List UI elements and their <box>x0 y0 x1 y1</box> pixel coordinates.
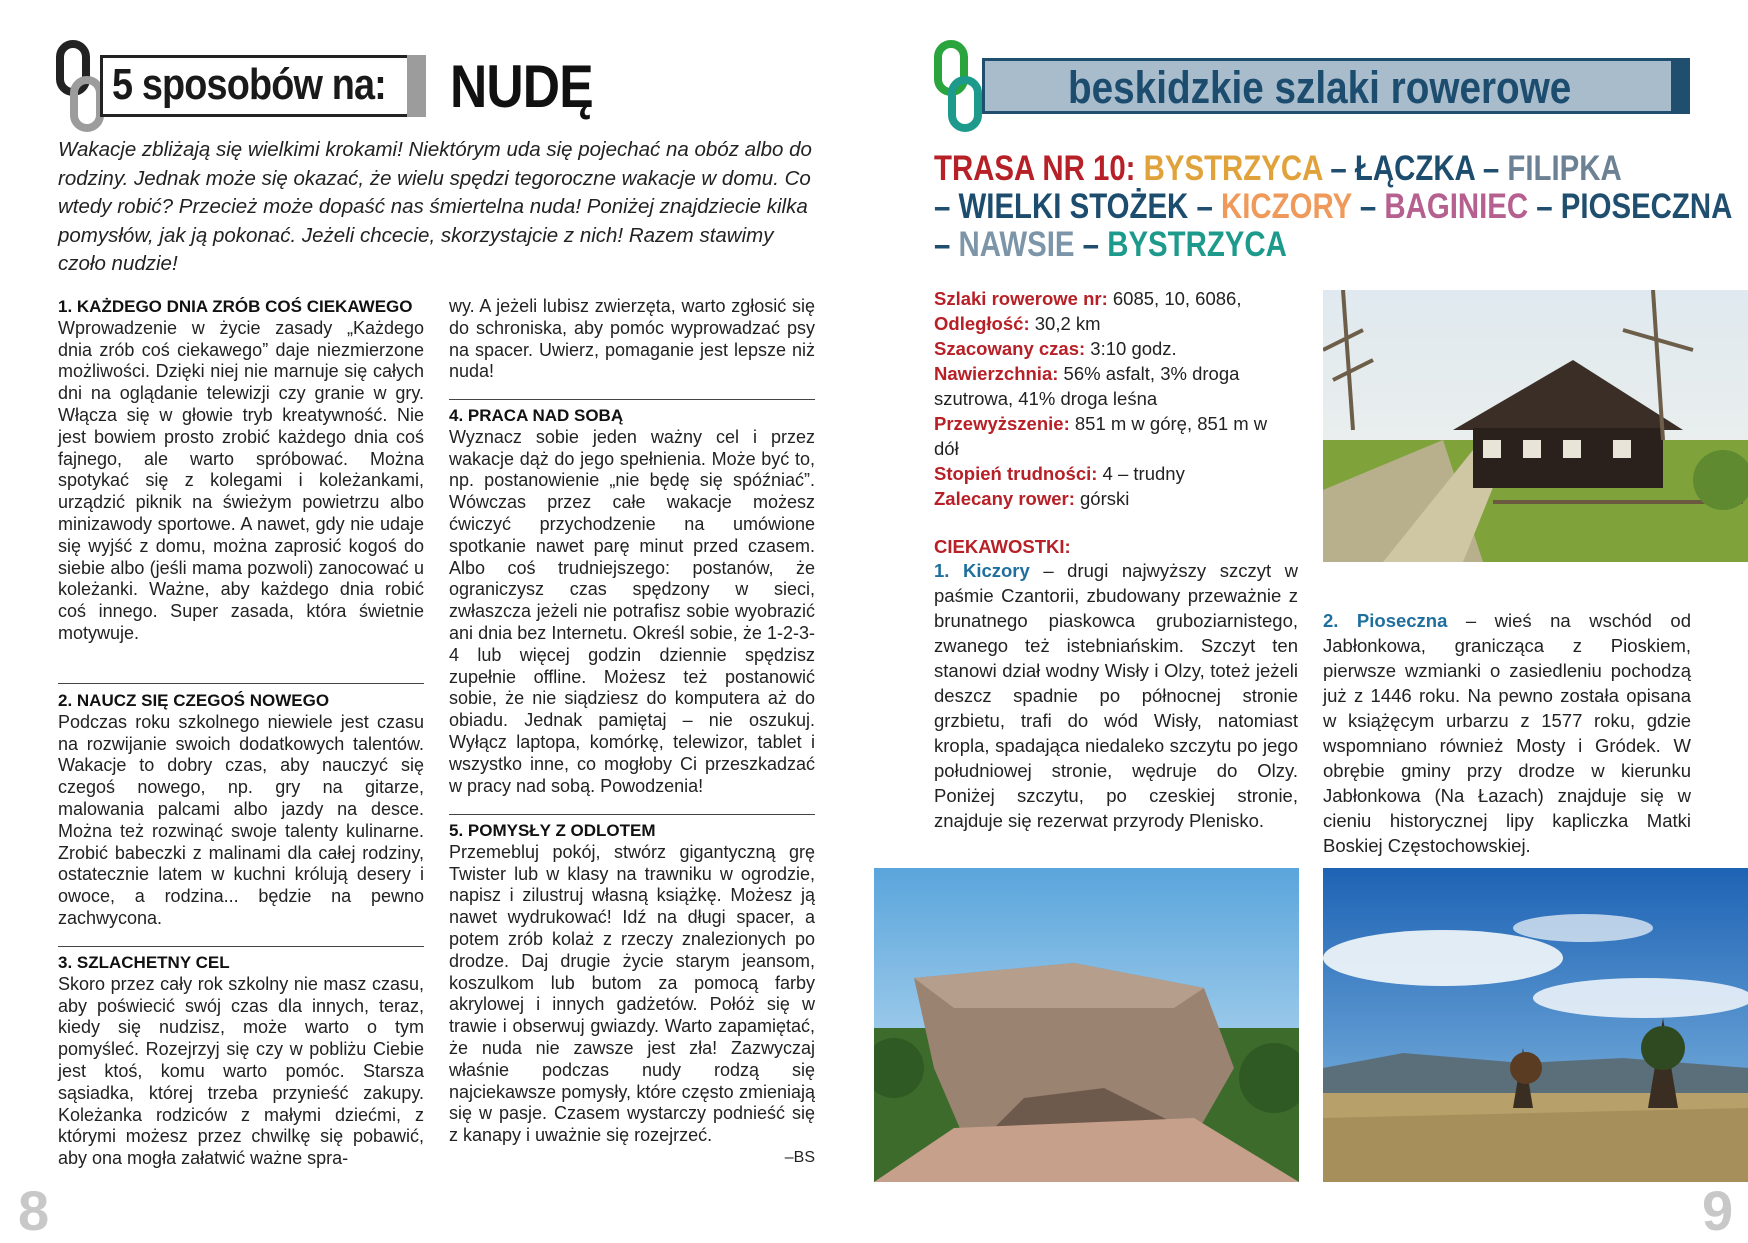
left-header-label: 5 sposobów na: <box>112 60 386 109</box>
route-segment: – <box>1074 225 1108 264</box>
route-segment: – <box>1474 149 1508 188</box>
section-title-2: 2. NAUCZ SIĘ CZEGOŚ NOWEGO <box>58 691 330 710</box>
info-row <box>934 461 1294 486</box>
divider <box>449 814 815 815</box>
divider <box>58 946 424 947</box>
curiosity-1-name: 1. Kiczory <box>934 560 1030 581</box>
section-body-2: Podczas roku szkolnego niewiele jest czasu na rozwijanie swoich dodatkowych talentów. Wakacje to dobry czas, aby nauczyć się czegoś nowego, np. gry na gitarze, malowania palcami albo jazdy na desce. Można też rozwinąć swoje talenty kulinarne. Zrobić babeczki z malinami dla całej rodziny, ostatecznie latem w kuchni królują desery i owoce, a rodzina... będzie na pewno zachwycona. <box>58 711 424 928</box>
divider <box>449 399 815 400</box>
route-segment: – <box>1351 187 1385 226</box>
signature: –BS <box>784 1148 815 1166</box>
chain-logo-icon-right <box>934 40 982 137</box>
right-header-stripe <box>1674 58 1690 114</box>
left-header-bar <box>407 55 426 117</box>
info-label: Przewyższenie: <box>934 413 1070 434</box>
info-value: 6085, 10, 6086, <box>1107 288 1242 309</box>
info-label: Szacowany czas: <box>934 338 1086 359</box>
curiosity-2 <box>1323 608 1691 858</box>
info-value: 3:10 godz. <box>1085 338 1177 359</box>
chain-logo-icon-left <box>56 40 104 137</box>
info-label: Odległość: <box>934 313 1030 334</box>
divider <box>58 683 424 684</box>
info-value: 4 – trudny <box>1097 463 1185 484</box>
section-title-3: 3. SZLACHETNY CEL <box>58 953 230 972</box>
route-segment: PIOSECZNA <box>1560 187 1733 226</box>
route-segment: ŁĄCZKA <box>1354 149 1475 188</box>
info-label: Nawierzchnia: <box>934 363 1059 384</box>
route-info <box>934 286 1294 511</box>
curiosity-1-text: – drugi najwyższy szczyt w paśmie Czantorii, zbudowany przeważnie z brunatnego piaskowca gruboziarnistego, zwanego też istebniańskim. Szczyt ten stanowi dział wodny Wisły i Olzy, toteż jeżeli deszcz spadnie po północnej stronie grzbietu, trafi do wód Wisły, natomiast kropla, spadająca niedaleko szczytu po jego południowej stronie, wędruje do Olzy. Poniżej szczytu, po czeskiej stronie, znajduje się rezerwat przyrody Plenisko. <box>934 560 1298 831</box>
route-segment: – <box>1322 149 1355 188</box>
page-number-right: 9 <box>1702 1179 1734 1242</box>
section-body-5: Przemebluj pokój, stwórz gigantyczną grę Twister lub w klasy na trawniku w ogrodzie, napisz i zilustruj własną książkę. Możesz ją nawet wydrukować! Idź na długi spacer, a potem zrób kolaż z rzeczy znalezionych po drodze. Daj drugie życie starym jeansom, koszulkom lub butom za pomocą farby akrylowej i innych gadżetów. Połóż się w trawie i obserwuj gwiazdy. Warto zapamiętać, że nuda nie zawsze jest zła! Zazwyczaj właśnie podczas nudy rodzą się najciekawsze pomysły, które często zmieniają się w pasje. Czasem wystarczy podnieść się z kanapy i uważnie się rozejrzeć. <box>449 841 815 1146</box>
left-column-1c <box>58 952 424 1170</box>
route-segment: TRASA NR 10: <box>934 149 1144 188</box>
route-segment: KICZORY <box>1220 187 1352 226</box>
info-value: 851 m w górę, 851 m w dół <box>934 413 1268 459</box>
route-segment: – <box>934 187 959 226</box>
info-row <box>934 411 1294 461</box>
info-value: 30,2 km <box>1029 313 1101 334</box>
info-label: Zalecany rower: <box>934 488 1075 509</box>
left-column-2 <box>449 296 815 383</box>
route-segment: BYSTRZYCA <box>1107 225 1287 264</box>
right-header-title: beskidzkie szlaki rowerowe <box>1068 62 1572 113</box>
route-segment: – <box>1528 187 1561 226</box>
info-row <box>934 286 1294 311</box>
section-body-1: Wprowadzenie w życie zasady „Każdego dnia zrób coś ciekawego” daje niezmierzone możliwości. Dzięki niej nie marnuje się całych dni na oglądanie telewizji czy granie w gry. Włącza się w głowie tryb kreatywność. Nie jest bowiem prosto zrobić każdego dnia coś fajnego, ale warto spróbować. Można spotykać się z kolegami i koleżankami, urządzić piknik na świeżym powietrzu albo minizawody sportowe. A nawet, gdy nie udaje się wyjść z domu, można zaprosić kogoś do siebie albo (jeśli mama pozwoli) zanocować u koleżanki. Ważne, aby każdego dnia robić coś innego. Super zasada, która świetnie motywuje. <box>58 317 424 643</box>
route-segment: BYSTRZYCA <box>1143 149 1323 188</box>
left-header-title: NUDĘ <box>450 53 593 120</box>
info-label: Stopień trudności: <box>934 463 1098 484</box>
section-title-1: 1. KAŻDEGO DNIA ZRÓB COŚ CIEKAWEGO <box>58 297 413 316</box>
info-row <box>934 486 1294 511</box>
photo-rock-formation <box>874 868 1299 1182</box>
info-value: górski <box>1074 488 1130 509</box>
left-column-1b <box>58 690 424 930</box>
info-row <box>934 336 1294 361</box>
info-row <box>934 361 1294 411</box>
section-body-4: Wyznacz sobie jeden ważny cel i przez wakacje dąż do jego spełnienia. Może być to, np. postanowienie „nie będę się spóźniać”. Wówczas przez całe wakacje możesz ćwiczyć przychodzenie na umówione spotkanie nawet parę minut przed czasem. Albo coś trudniejszego: postanów, że ograniczysz czas spędzony w sieci, zwłaszcza jeżeli nie potrafisz sobie wyobrazić ani dnia bez Internetu. Określ sobie, że 1-2-3-4 lub więcej godzin dziennie spędzisz zupełnie offline. Możesz też postanowić sobie, że nie siądziesz do komputera aż do obiadu. Jednak pamiętaj – nie oszukuj. Wyłącz laptopa, komórkę, telewizor, tablet i wszystko inne, co mogłoby Ci przeszkadzać w pracy nad sobą. Powodzenia! <box>449 426 815 796</box>
route-segment: NAWSIE <box>958 225 1075 264</box>
intro-paragraph: Wakacje zbliżają się wielkimi krokami! Niektórym uda się pojechać na obóz albo do rodziny. Jednak może się okazać, że wielu spędzi tegoroczne wakacje w domu. Co wtedy robić? Przecież może dopaść nas śmiertelna nuda! Poniżej znajdziecie kilka pomysłów, jak ją pokonać. Jeżeli chcecie, skorzystajcie z nich! Razem stawimy czoło nudzie! <box>58 138 812 276</box>
route-segment: FILIPKA <box>1507 149 1622 188</box>
section-title-4: 4. PRACA NAD SOBĄ <box>449 406 624 425</box>
page-number-left: 8 <box>18 1179 50 1242</box>
photo-wooden-house <box>1323 290 1748 562</box>
section-body-3-part1: Skoro przez cały rok szkolny nie masz czasu, aby poświecić swój czas dla innych, teraz, kiedy się nudzisz, może warto o tym pomyśleć. Rozejrzyj się czy w pobliżu Ciebie jest ktoś, komu warto pomóc. Starsza sąsiadka, której trzeba przynieść zakupy. Koleżanka rodziców z małymi dziećmi, z którymi możesz przez chwilkę się pobawić, aby ona mogła załatwić ważne spra- <box>58 973 424 1169</box>
section-body-3-part2: wy. A jeżeli lubisz zwierzęta, warto zgłosić się do schroniska, aby pomóc wyprowadzać psy na spacer. Uwierz, pomaganie jest lepsze niż nuda! <box>449 296 815 382</box>
route-segment: – <box>1188 187 1221 226</box>
left-column-1 <box>58 296 424 645</box>
curiosity-2-name: 2. Pioseczna <box>1323 610 1448 631</box>
section-title-5: 5. POMYSŁY Z ODLOTEM <box>449 821 656 840</box>
left-column-2c <box>449 820 815 1169</box>
route-segment: BAGINIEC <box>1384 187 1529 226</box>
route-segment: – <box>934 225 959 264</box>
route-title <box>934 149 1733 264</box>
info-value: 56% asfalt, 3% droga szutrowa, 41% droga leśna <box>934 363 1240 409</box>
left-column-2b <box>449 405 815 797</box>
info-label: Szlaki rowerowe nr: <box>934 288 1108 309</box>
photo-mountain-landscape <box>1323 868 1748 1182</box>
route-segment: WIELKI STOŻEK <box>958 187 1189 226</box>
curiosities-title: CIEKAWOSTKI: <box>934 536 1071 557</box>
curiosity-1 <box>934 558 1298 833</box>
curiosity-2-text: – wieś na wschód od Jabłonkowa, granicząca z Pioskiem, pierwsze wzmianki o zasiedleniu pochodzą już z 1446 roku. Na pewno została opisana w książęcym urbarzu z 1577 roku, gdzie wspomniano również Mosty i Gródek. W obrębie gminy przy drodze w kierunku Jabłonkowa (Na Łazach) znajduje się w cieniu historycznej lipy kapliczka Matki Boskiej Częstochowskiej. <box>1323 610 1691 856</box>
info-row <box>934 311 1294 336</box>
